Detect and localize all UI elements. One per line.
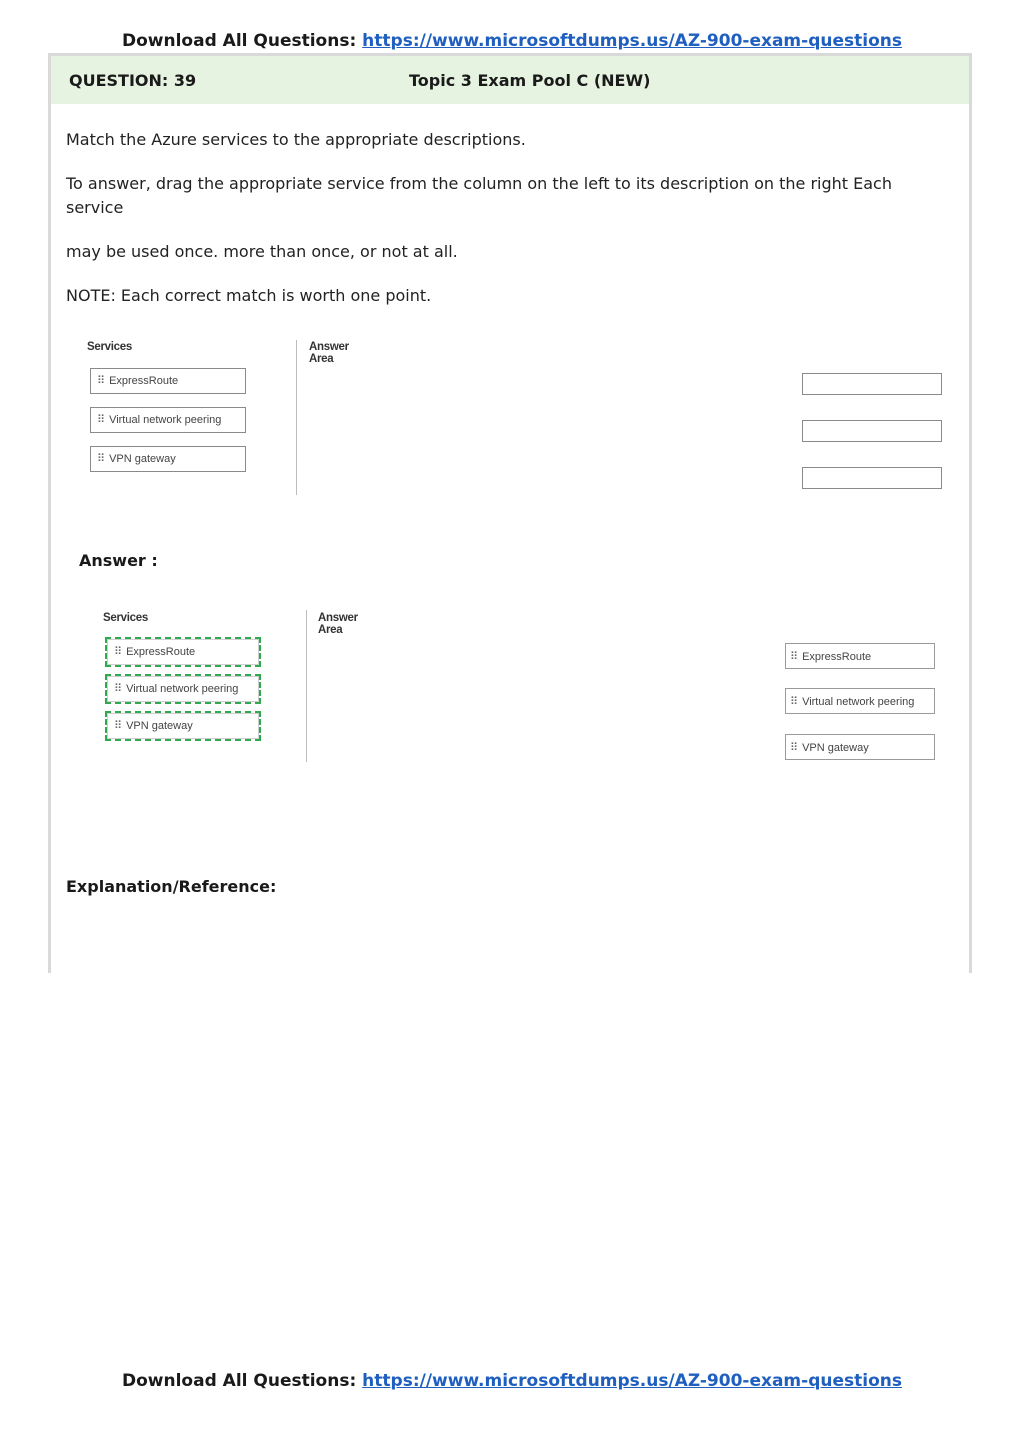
drag-handle-icon: ⠿ (114, 720, 122, 732)
explanation-label: Explanation/Reference: (66, 877, 277, 896)
used-highlight (105, 674, 261, 704)
service-label: Virtual network peering (126, 683, 239, 695)
top-download-line (0, 31, 1024, 51)
service-label: ExpressRoute (109, 375, 179, 387)
matched-service: VPN gateway (802, 742, 869, 754)
column-divider (296, 340, 297, 495)
drag-handle-icon: ⠿ (114, 683, 122, 695)
service-label: Virtual network peering (109, 414, 222, 426)
drag-handle-icon: ⠿ (790, 696, 798, 708)
question-paragraph: To answer, drag the appropriate service from the column on the left to its description on the right Each service (66, 174, 892, 217)
filled-drop-target[interactable] (785, 688, 935, 714)
download-label: Download All Questions: (122, 1371, 357, 1391)
service-vpn-gateway[interactable] (90, 446, 246, 472)
question-number: QUESTION: 39 (69, 71, 197, 90)
matched-service: ExpressRoute (802, 651, 872, 663)
answer-area-title: Answer Area (318, 612, 358, 636)
drag-handle-icon: ⠿ (114, 646, 122, 658)
bottom-download-line (0, 1371, 1024, 1391)
drag-handle-icon: ⠿ (790, 651, 798, 663)
service-label: VPN gateway (109, 453, 176, 465)
service-virtual-network-peering[interactable] (90, 407, 246, 433)
used-highlight (105, 637, 261, 667)
drop-target[interactable] (802, 467, 942, 489)
services-title: Services (103, 612, 148, 624)
service-expressroute[interactable] (90, 368, 246, 394)
download-label: Download All Questions: (122, 31, 357, 51)
drop-target[interactable] (802, 420, 942, 442)
drop-target[interactable] (802, 373, 942, 395)
service-label: ExpressRoute (126, 646, 196, 658)
drag-handle-icon: ⠿ (97, 453, 105, 465)
drag-handle-icon: ⠿ (97, 414, 105, 426)
question-paragraph: Match the Azure services to the appropriate descriptions. (66, 130, 526, 149)
download-link[interactable]: https://www.microsoftdumps.us/AZ-900-exam-questions (362, 1371, 902, 1391)
question-header (51, 56, 969, 104)
drag-handle-icon: ⠿ (790, 742, 798, 754)
answer-label: Answer : (79, 551, 158, 570)
matched-service: Virtual network peering (802, 696, 915, 708)
filled-drop-target[interactable] (785, 734, 935, 760)
download-link[interactable]: https://www.microsoftdumps.us/AZ-900-exam-questions (362, 31, 902, 51)
question-paragraph: may be used once. more than once, or not at all. (66, 242, 458, 261)
services-title: Services (87, 341, 132, 353)
column-divider (306, 610, 307, 762)
used-highlight (105, 711, 261, 741)
filled-drop-target[interactable] (785, 643, 935, 669)
drag-handle-icon: ⠿ (97, 375, 105, 387)
answer-area-title: Answer Area (309, 341, 349, 365)
question-topic: Topic 3 Exam Pool C (NEW) (409, 71, 651, 90)
question-paragraph: NOTE: Each correct match is worth one point. (66, 286, 432, 305)
service-label: VPN gateway (126, 720, 193, 732)
